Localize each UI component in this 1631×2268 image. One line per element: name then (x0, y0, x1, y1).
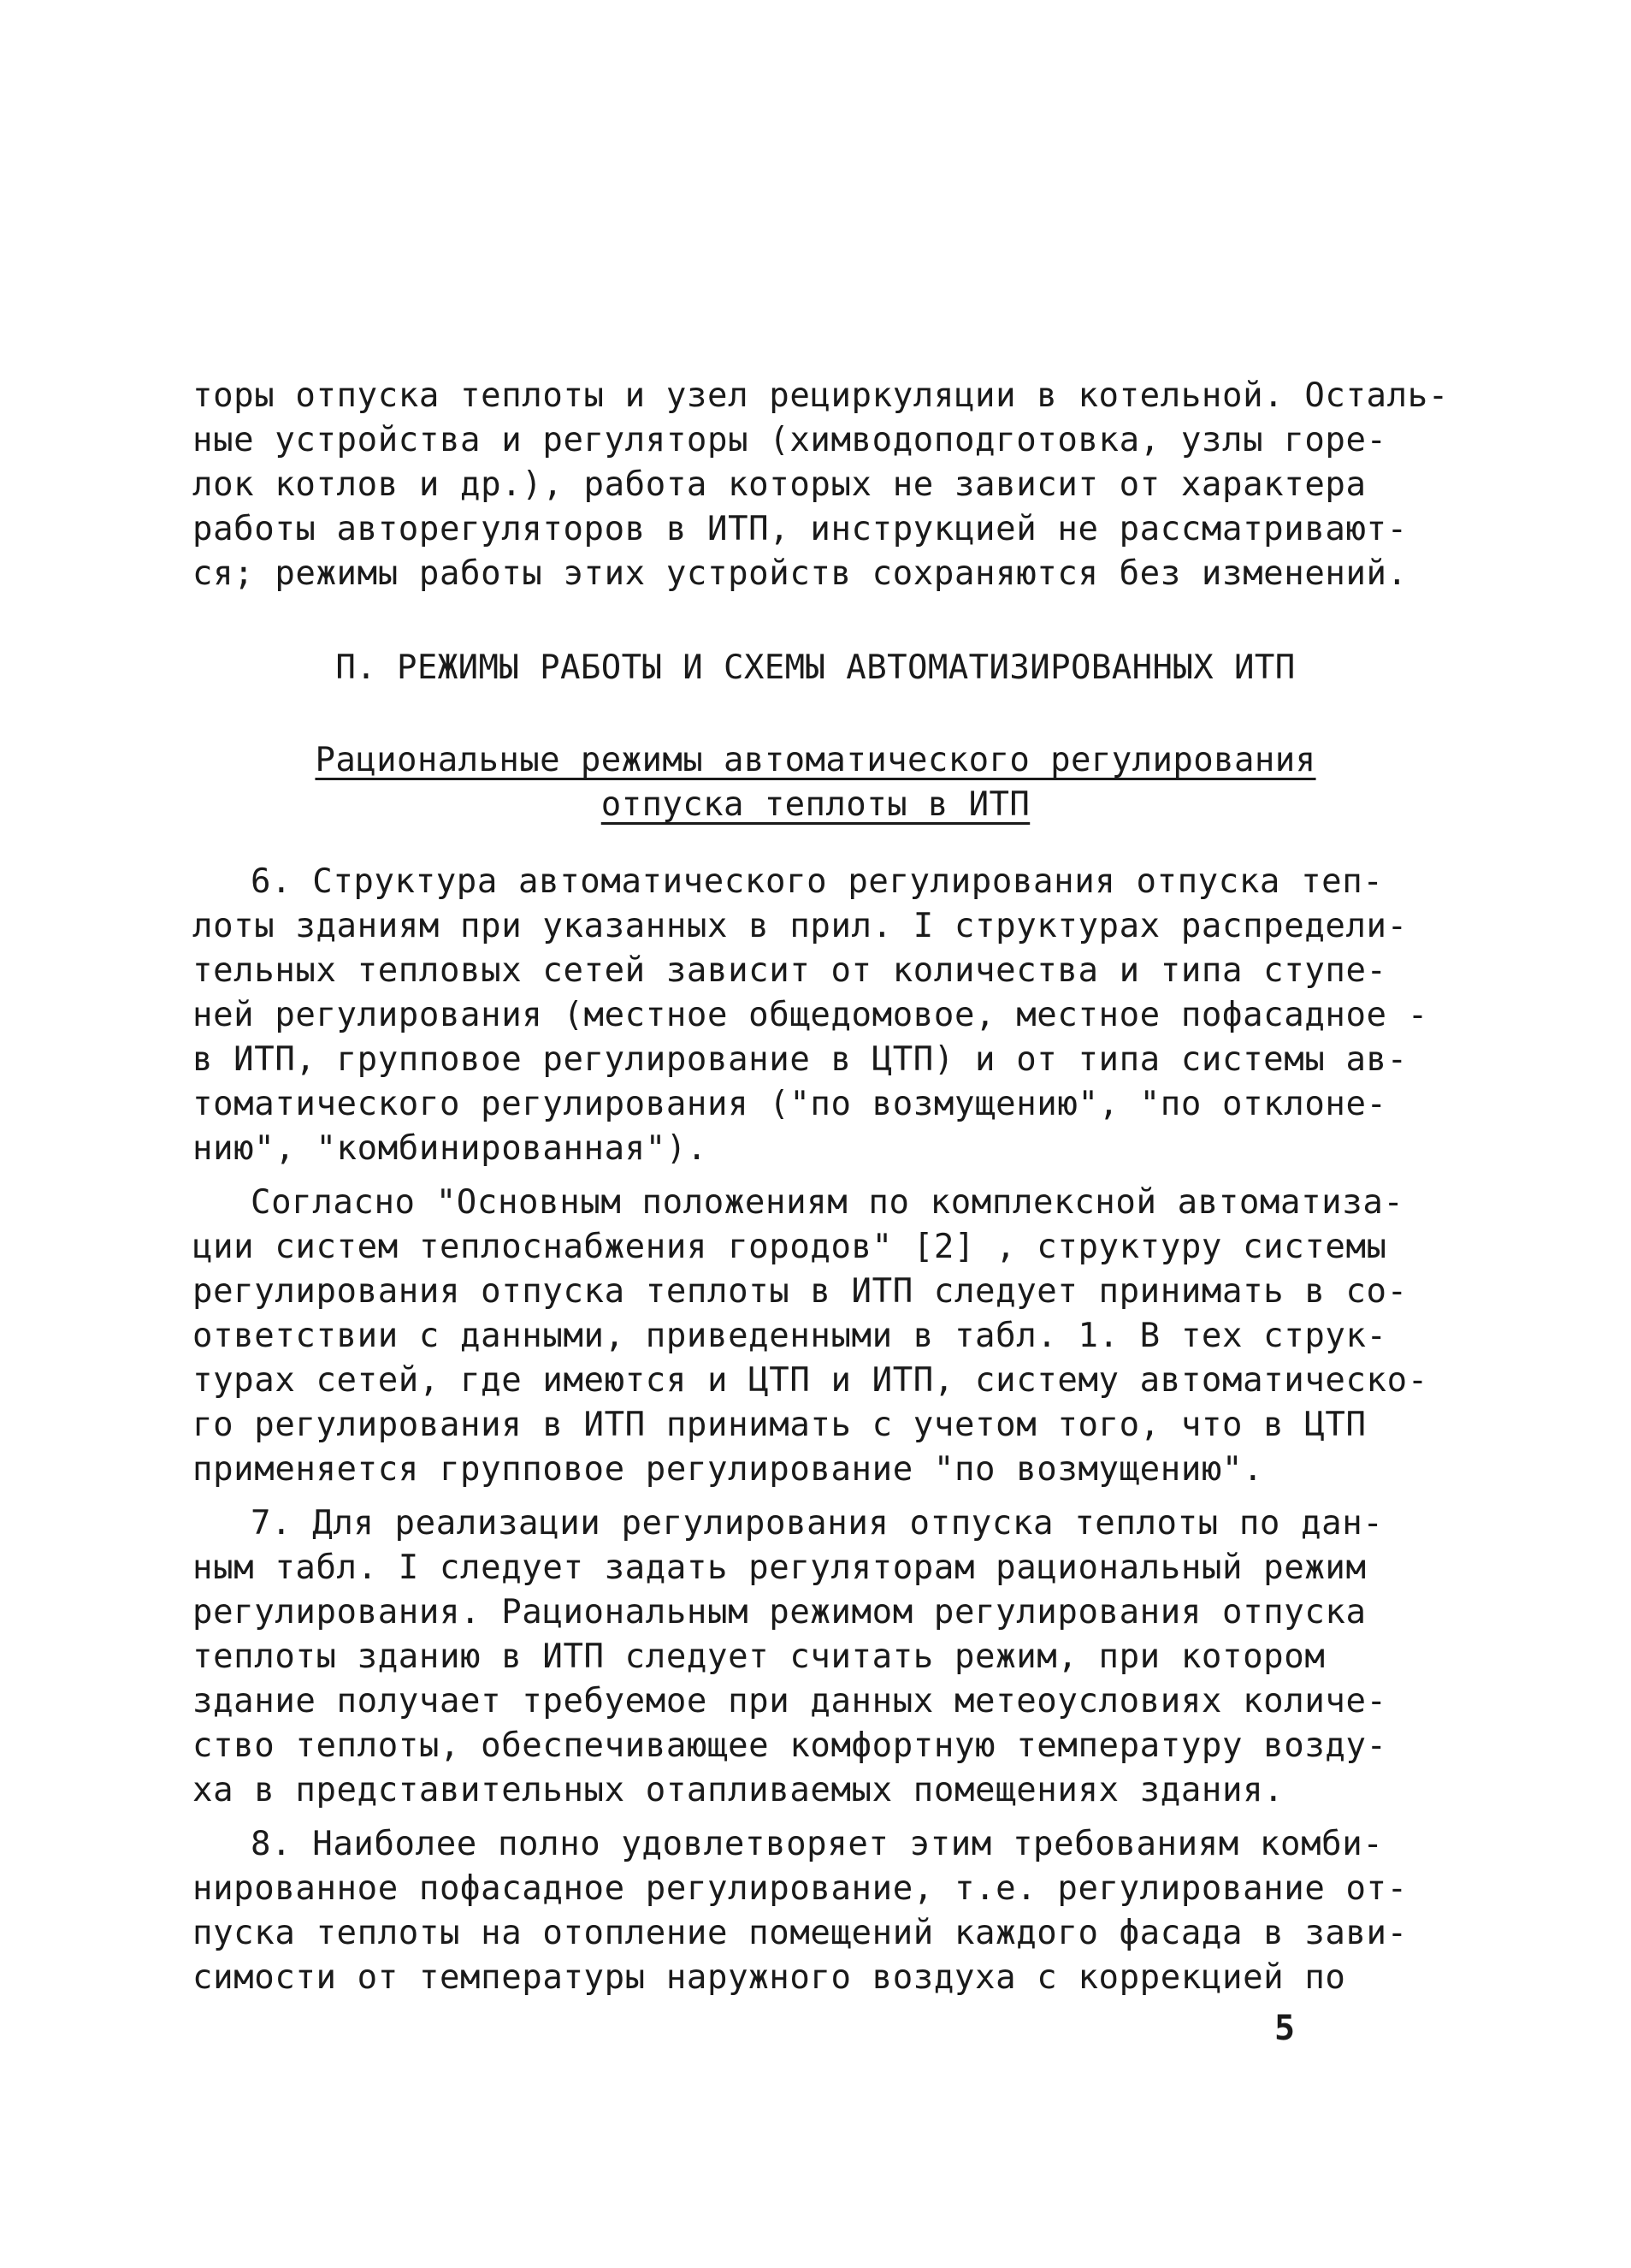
paragraph-8-line-2: нированное пофасадное регулирование, т.е. регулирование от- (192, 1869, 1408, 1908)
paragraph-7-line-4: теплоты зданию в ИТП следует считать режим, при котором (192, 1637, 1326, 1676)
paragraph-7-line-5: здание получает требуемое при данных метеоусловиях количе- (192, 1682, 1387, 1720)
paragraph-6-line-2: лоты зданиям при указанных в прил. I структурах распредели- (192, 907, 1408, 945)
intro-line-1: торы отпуска теплоты и узел рециркуляции в котельной. Осталь- (192, 376, 1449, 415)
paragraph-6-line-5: в ИТП, групповое регулирование в ЦТП) и от типа системы ав- (192, 1040, 1408, 1079)
paragraph-7-line-7: ха в представительных отапливаемых помещениях здания. (192, 1771, 1285, 1809)
subsection-title-line-2: отпуска теплоты в ИТП (600, 785, 1031, 824)
paragraph-7-line-6: ство теплоты, обеспечивающее комфортную температуру возду- (192, 1726, 1387, 1765)
paragraph-6-line-6: томатического регулирования ("по возмущению", "по отклоне- (192, 1085, 1387, 1123)
paragraph-7-line-3: регулирования. Рациональным режимом регулирования отпуска (192, 1593, 1367, 1631)
paragraph-6b-line-6: го регулирования в ИТП принимать с учетом того, что в ЦТП (192, 1406, 1367, 1444)
paragraph-6b-line-5: турах сетей, где имеются и ЦТП и ИТП, систему автоматическо- (192, 1361, 1428, 1400)
paragraph-8-line-3: пуска теплоты на отопление помещений каждого фасада в зави- (192, 1914, 1408, 1952)
paragraph-7-line-2: ным табл. I следует задать регуляторам рациональный режим (192, 1549, 1367, 1587)
subsection-title-line-1: Рациональные режимы автоматического регулирования (315, 741, 1316, 779)
paragraph-7-line-1: 7. Для реализации регулирования отпуска теплоты по дан- (251, 1504, 1384, 1543)
intro-line-5: ся; режимы работы этих устройств сохраняются без изменений. (192, 554, 1408, 593)
paragraph-8-line-4: симости от температуры наружного воздуха с коррекцией по (192, 1958, 1346, 1997)
paragraph-6b-line-4: ответствии с данными, приведенными в табл. 1. В тех струк- (192, 1317, 1387, 1355)
page-number: 5 (1274, 2009, 1296, 2048)
paragraph-6-line-1: 6. Структура автоматического регулирования отпуска теп- (251, 862, 1384, 901)
intro-line-2: ные устройства и регуляторы (химводоподготовка, узлы горе- (192, 421, 1387, 459)
paragraph-6b-line-3: регулирования отпуска теплоты в ИТП следует принимать в со- (192, 1272, 1408, 1311)
paragraph-8-line-1: 8. Наиболее полно удовлетворяет этим требованиям комби- (251, 1825, 1384, 1863)
paragraph-6-line-7: нию", "комбинированная"). (192, 1129, 707, 1168)
paragraph-6b-line-2: ции систем теплоснабжения городов" [2] , структуру системы (192, 1228, 1387, 1266)
paragraph-6-line-4: ней регулирования (местное общедомовое, местное пофасадное - (192, 996, 1428, 1034)
paragraph-6-line-3: тельных тепловых сетей зависит от количества и типа ступе- (192, 951, 1387, 990)
intro-line-3: лок котлов и др.), работа которых не зависит от характера (192, 465, 1367, 504)
paragraph-6b-line-7: применяется групповое регулирование "по возмущению". (192, 1450, 1264, 1489)
section-title: П. РЕЖИМЫ РАБОТЫ И СХЕМЫ АВТОМАТИЗИРОВАННЫХ ИТП (335, 648, 1296, 687)
paragraph-6b-line-1: Согласно "Основным положениям по комплексной автоматиза- (251, 1183, 1404, 1222)
intro-line-4: работы авторегуляторов в ИТП, инструкцией не рассматривают- (192, 510, 1408, 548)
